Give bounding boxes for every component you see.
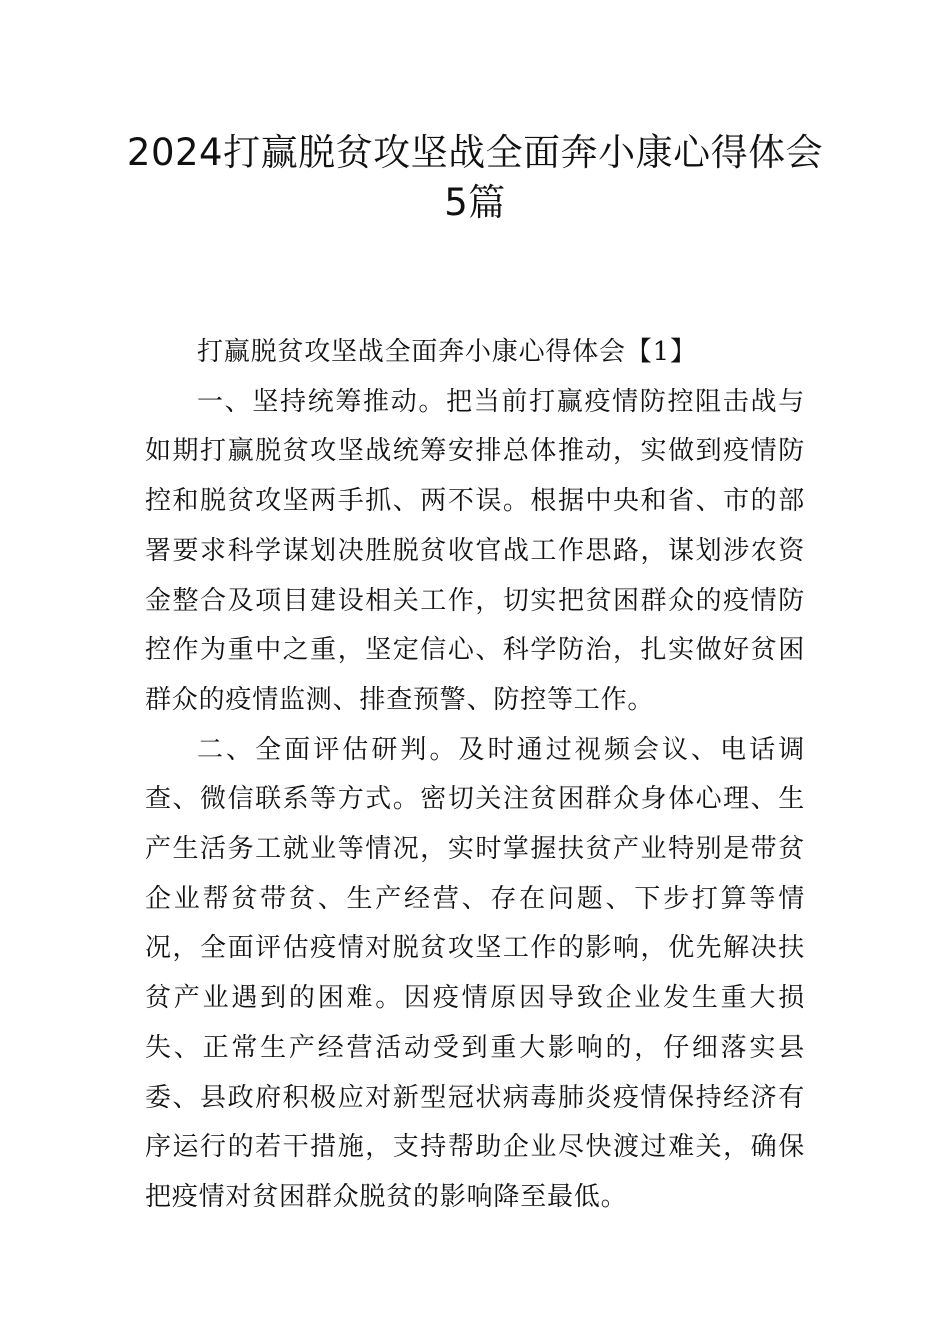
section-heading: 打赢脱贫攻坚战全面奔小康心得体会【1】 [197, 337, 697, 367]
paragraph-2: 二、全面评估研判。及时通过视频会议、电话调查、微信联系等方式。密切关注贫困群众身体心理、生产生活务工就业等情况，实时掌握扶贫产业特别是带贫企业帮贫带贫、生产经营、存在问题、下步打算等情况，全面评估疫情对脱贫攻坚工作的影响，优先解决扶贫产业遇到的困难。因疫情原因导致企业发生重大损失、正常生产经营活动受到重大影响的，仔细落实县委、县政府积极应对新型冠状病毒肺炎疫情保持经济有序运行的若干措施，支持帮助企业尽快渡过难关，确保把疫情对贫困群众脱贫的影响降至最低。 [145, 734, 805, 1212]
document-body [145, 328, 805, 1223]
paragraph-1: 一、坚持统筹推动。把当前打赢疫情防控阻击战与如期打赢脱贫攻坚战统筹安排总体推动，实做到疫情防控和脱贫攻坚两手抓、两不误。根据中央和省、市的部署要求科学谋划决胜脱贫收官战工作思路，谋划涉农资金整合及项目建设相关工作，切实把贫困群众的疫情防控作为重中之重，坚定信心、科学防治，扎实做好贫困群众的疫情监测、排查预警、防控等工作。 [145, 386, 805, 715]
document-title: 2024打赢脱贫攻坚战全面奔小康心得体会5篇 [126, 131, 824, 224]
